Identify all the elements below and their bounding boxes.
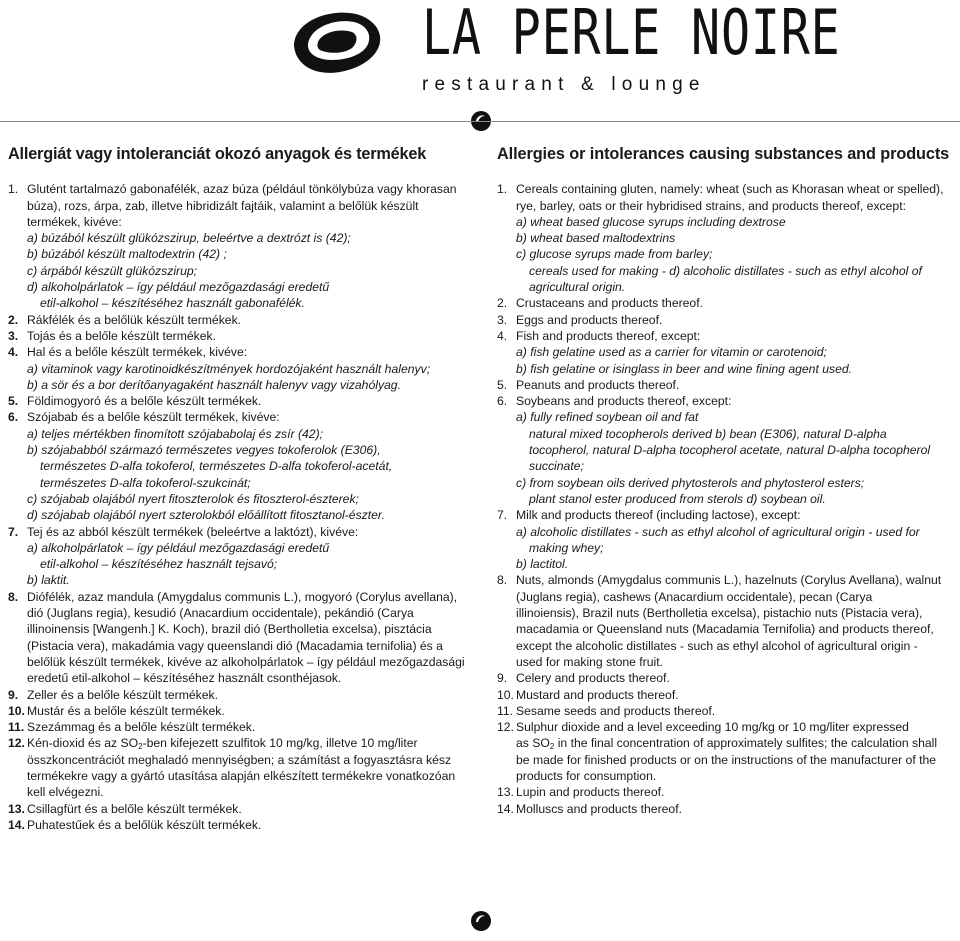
line-text: (Juglans regia), cashews (Anacardium occidentale), pecan (Carya — [516, 589, 873, 604]
list-item — [8, 687, 466, 703]
item-line — [516, 295, 957, 311]
item-line — [27, 556, 466, 572]
item-line — [27, 312, 466, 328]
item-line — [516, 475, 957, 491]
line-text: kell elvégezni. — [27, 785, 104, 800]
list-item — [8, 393, 466, 409]
item-line — [27, 279, 466, 295]
list-item — [497, 507, 957, 572]
item-line — [27, 589, 466, 605]
line-text: termékek, kivéve: — [27, 214, 122, 229]
item-line — [27, 801, 466, 817]
item-line — [27, 768, 466, 784]
item-line — [516, 198, 957, 214]
line-text: etil-alkohol – készítéséhez használt gabonafélék. — [40, 296, 305, 311]
list-item — [8, 703, 466, 719]
line-text: a) alkoholpárlatok – így például mezőgazdasági eredetű — [27, 540, 330, 555]
item-number: 9. — [8, 687, 19, 702]
pearl-logo-icon — [288, 6, 386, 78]
line-text: c) szójabab olajából nyert fitoszterolok és fitoszterol-észterek; — [27, 491, 359, 506]
item-line — [27, 752, 466, 768]
item-line — [516, 246, 957, 262]
item-line — [516, 687, 957, 703]
list-item — [497, 181, 957, 295]
item-line — [516, 752, 957, 768]
line-text: Nuts, almonds (Amygdalus communis L.), hazelnuts (Corylus Avellana), walnut — [516, 573, 942, 588]
list-item — [497, 393, 957, 507]
list-item — [497, 328, 957, 377]
item-line — [516, 540, 957, 556]
allergen-list-hungarian — [8, 181, 466, 833]
divider — [0, 121, 960, 122]
item-number: 12. — [497, 720, 514, 735]
line-text: b) a sör és a bor derítőanyagaként használt halenyv vagy vizahólyag. — [27, 377, 401, 392]
item-line — [27, 507, 466, 523]
item-number: 2. — [497, 296, 508, 311]
item-line — [516, 361, 957, 377]
logo — [270, 0, 841, 100]
line-text: Földimogyoró és a belőle készült termékek. — [27, 394, 262, 409]
item-line — [516, 263, 957, 279]
item-line — [27, 214, 466, 230]
item-line — [27, 263, 466, 279]
item-number: 14. — [497, 801, 514, 816]
item-line — [516, 279, 957, 295]
list-item — [497, 312, 957, 328]
item-number: 11. — [497, 703, 514, 718]
line-text: d) alkoholpárlatok – így például mezőgazdasági eredetű — [27, 280, 330, 295]
line-text: -ben kifejezett szulfitok 10 mg/kg, illetve 10 mg/liter — [142, 736, 418, 751]
item-line — [27, 784, 466, 800]
line-text: b) búzából készült maltodextrin (42) ; — [27, 247, 227, 262]
heading-hungarian: Allergiát vagy intoleranciát okozó anyagok és termékek — [8, 145, 427, 163]
item-line — [516, 230, 957, 246]
line-text: a) wheat based glucose syrups including dextrose — [516, 214, 786, 229]
line-text: Celery and products thereof. — [516, 671, 670, 686]
line-text: b) lactitol. — [516, 557, 569, 572]
pearl-icon — [470, 910, 492, 932]
item-number: 7. — [497, 508, 508, 523]
item-line — [27, 409, 466, 425]
item-line — [516, 377, 957, 393]
list-item — [8, 735, 466, 800]
line-text: Peanuts and products thereof. — [516, 377, 680, 392]
item-number: 10. — [8, 703, 25, 718]
item-line — [516, 181, 957, 197]
line-text: Szezámmag és a belőle készült termékek. — [27, 720, 256, 735]
heading-english: Allergies or intolerances causing substances and products — [497, 145, 950, 163]
item-line — [516, 524, 957, 540]
item-line — [27, 687, 466, 703]
line-text: Soybeans and products thereof, except: — [516, 394, 732, 409]
line-text: Hal és a belőle készült termékek, kivéve: — [27, 345, 248, 360]
list-item — [8, 344, 466, 393]
line-text: Zeller és a belőle készült termékek. — [27, 687, 219, 702]
item-line — [516, 589, 957, 605]
item-number: 13. — [497, 785, 514, 800]
item-line — [27, 246, 466, 262]
item-line — [27, 458, 466, 474]
line-text: illinoinensis [Wangenh.] K. Koch), brazil dió (Bertholletia excelsa), pisztácia — [27, 622, 432, 637]
item-line — [516, 426, 957, 442]
line-text: Sesame seeds and products thereof. — [516, 703, 716, 718]
line-text: rye, barley, oats or their hybridised strains, and products thereof, except: — [516, 198, 906, 213]
line-text: (Pistacia vera), makadámia vagy queenslandi dió (Macadamia ternifolia) és a — [27, 638, 443, 653]
line-text: Cereals containing gluten, namely: wheat (such as Khorasan wheat or spelled), — [516, 182, 944, 197]
line-text: Puhatestűek és a belőlük készült termékek. — [27, 817, 262, 832]
list-item — [8, 589, 466, 687]
item-line — [516, 344, 957, 360]
item-line — [27, 719, 466, 735]
line-text: in the final concentration of approximately sulfites; the calculation shall — [554, 736, 938, 751]
line-text: c) glucose syrups made from barley; — [516, 247, 713, 262]
line-text: eredetű etil-alkohol – készítéséhez használt csonthéjasok. — [27, 671, 342, 686]
item-line — [516, 458, 957, 474]
item-number: 5. — [8, 394, 19, 409]
line-text: Diófélék, azaz mandula (Amygdalus communis L.), mogyoró (Corylus avellana), — [27, 589, 458, 604]
subscript: 2 — [138, 742, 143, 752]
item-line — [516, 491, 957, 507]
item-number: 6. — [497, 394, 508, 409]
item-number: 8. — [8, 589, 19, 604]
item-line — [27, 572, 466, 588]
list-item — [497, 572, 957, 670]
item-line — [516, 312, 957, 328]
line-text: természetes D-alfa tokoferol, természetes D-alfa tokoferol-acetát, — [40, 459, 393, 474]
line-text: termékekre vagy a gyártó utasítása alapján elkészített termékekre vonatkozóan — [27, 768, 456, 783]
list-item — [8, 409, 466, 523]
list-item — [497, 703, 957, 719]
line-text: except the alcoholic distillates - such as ethyl alcohol of agricultural origin - — [516, 638, 918, 653]
line-text: b) fish gelatine or isinglass in beer and wine fining agent used. — [516, 361, 853, 376]
item-line — [516, 719, 957, 735]
line-text: a) vitaminok vagy karotinoidkészítmények hordozójaként használt halenyv; — [27, 361, 431, 376]
item-line — [27, 670, 466, 686]
item-line — [516, 393, 957, 409]
line-text: b) wheat based maltodextrins — [516, 231, 676, 246]
list-item — [8, 524, 466, 589]
line-text: making whey; — [529, 540, 604, 555]
item-line — [27, 426, 466, 442]
line-text: Lupin and products thereof. — [516, 785, 665, 800]
line-text: Sulphur dioxide and a level exceeding 10 mg/kg or 10 mg/liter expressed — [516, 720, 909, 735]
item-line — [27, 638, 466, 654]
item-line — [27, 540, 466, 556]
item-number: 12. — [8, 736, 25, 751]
list-item — [8, 801, 466, 817]
list-item — [8, 312, 466, 328]
line-text: used for making stone fruit. — [516, 654, 663, 669]
line-text: Tej és az abból készült termékek (beleértve a laktózt), kivéve: — [27, 524, 359, 539]
line-text: b) laktit. — [27, 573, 70, 588]
item-line — [516, 784, 957, 800]
item-number: 2. — [8, 312, 19, 327]
item-number: 5. — [497, 377, 508, 392]
item-number: 1. — [8, 182, 19, 197]
item-line — [516, 605, 957, 621]
line-text: Mustard and products thereof. — [516, 687, 679, 702]
line-text: c) from soybean oils derived phytosterols and phytosterol esters; — [516, 475, 865, 490]
line-text: Crustaceans and products thereof. — [516, 296, 703, 311]
item-line — [27, 442, 466, 458]
item-number: 13. — [8, 801, 25, 816]
line-text: Szójabab és a belőle készült termékek, kivéve: — [27, 410, 280, 425]
line-text: Kén-dioxid és az SO — [27, 736, 139, 751]
item-line — [27, 475, 466, 491]
list-item — [8, 181, 466, 311]
allergens-hungarian-column — [8, 146, 466, 833]
item-line — [27, 817, 466, 833]
item-number: 10. — [497, 687, 514, 702]
list-item — [497, 784, 957, 800]
line-text: products for consumption. — [516, 768, 657, 783]
line-text: a) búzából készült glükózszirup, beleértve a dextrózt is (42); — [27, 231, 351, 246]
list-item — [497, 719, 957, 784]
item-line — [27, 328, 466, 344]
item-line — [27, 524, 466, 540]
list-item — [497, 687, 957, 703]
line-text: b) szójababból származó természetes vegyes tokoferolok (E306), — [27, 443, 381, 458]
line-text: dió (Juglans regia), kesudió (Anacardium occidentale), pekándió (Carya — [27, 606, 414, 621]
line-text: macadamia or Queensland nuts (Macadamia Ternifolia) and products thereof, — [516, 622, 934, 637]
logo-subtitle: restaurant & lounge — [422, 74, 706, 95]
item-line — [516, 214, 957, 230]
list-item — [497, 377, 957, 393]
item-line — [27, 230, 466, 246]
item-number: 6. — [8, 410, 19, 425]
item-line — [27, 703, 466, 719]
line-text: a) fish gelatine used as a carrier for vitamin or carotenoid; — [516, 345, 827, 360]
line-text: belőlük készült termékek, kivéve az alkoholpárlatok – így például mezőgazdasági — [27, 654, 465, 669]
line-text: Fish and products thereof, except: — [516, 328, 701, 343]
item-number: 9. — [497, 671, 508, 686]
line-text: Milk and products thereof (including lactose), except: — [516, 508, 801, 523]
item-number: 4. — [497, 328, 508, 343]
list-item — [497, 801, 957, 817]
line-text: Rákfélék és a belőlük készült termékek. — [27, 312, 242, 327]
item-line — [516, 654, 957, 670]
list-item — [8, 817, 466, 833]
item-line — [27, 377, 466, 393]
line-text: Csillagfürt és a belőle készült termékek. — [27, 801, 242, 816]
item-line — [516, 507, 957, 523]
line-text: c) árpából készült glükózszirup; — [27, 263, 198, 278]
item-line — [516, 801, 957, 817]
line-text: Glutént tartalmazó gabonafélék, azaz búza (például tönkölybúza vagy khorasan — [27, 182, 457, 197]
logo-title: LA PERLE NOIRE — [422, 0, 841, 69]
line-text: cereals used for making - d) alcoholic distillates - such as ethyl alcohol of — [529, 263, 922, 278]
line-text: összkoncentrációt meghaladó mennyiségben; a számítást a fogyasztásra kész — [27, 752, 452, 767]
item-line — [27, 654, 466, 670]
item-line — [27, 393, 466, 409]
line-text: Tojás és a belőle készült termékek. — [27, 328, 216, 343]
item-number: 3. — [8, 328, 19, 343]
item-number: 1. — [497, 182, 508, 197]
item-line — [516, 703, 957, 719]
list-item — [497, 295, 957, 311]
item-line — [516, 735, 957, 751]
allergens-english-column — [497, 146, 957, 817]
line-text: Molluscs and products thereof. — [516, 801, 682, 816]
list-item — [8, 719, 466, 735]
item-line — [516, 328, 957, 344]
item-line — [516, 572, 957, 588]
item-line — [516, 670, 957, 686]
line-text: be made for finished products or on the instructions of the manufacturer of the — [516, 752, 937, 767]
item-number: 3. — [497, 312, 508, 327]
item-line — [27, 605, 466, 621]
item-line — [27, 491, 466, 507]
line-text: Mustár és a belőle készült termékek. — [27, 703, 225, 718]
line-text: as SO — [516, 736, 550, 751]
item-number: 4. — [8, 345, 19, 360]
line-text: a) fully refined soybean oil and fat — [516, 410, 699, 425]
line-text: d) szójabab olajából nyert szterolokból előállított fitosztanol-észter. — [27, 508, 385, 523]
list-item — [8, 328, 466, 344]
list-item — [497, 670, 957, 686]
subscript: 2 — [549, 742, 555, 752]
item-line — [27, 361, 466, 377]
line-text: illinoiensis), Brazil nuts (Bertholletia excelsa), pistachio nuts (Pistacia vera), — [516, 606, 923, 621]
item-line — [516, 621, 957, 637]
item-line — [516, 768, 957, 784]
line-text: a) alcoholic distillates - such as ethyl alcohol of agricultural origin - used for — [516, 524, 920, 539]
item-number: 14. — [8, 817, 25, 832]
line-text: Eggs and products thereof. — [516, 312, 663, 327]
item-line — [516, 409, 957, 425]
line-text: búza), rozs, árpa, zab, illetve hibridizált fajtáik, valamint a belőlük készült — [27, 198, 419, 213]
line-text: agricultural origin. — [529, 280, 626, 295]
item-line — [27, 621, 466, 637]
item-line — [27, 295, 466, 311]
item-line — [516, 556, 957, 572]
item-line — [27, 181, 466, 197]
item-line — [27, 735, 466, 751]
line-text: succinate; — [529, 459, 584, 474]
item-number: 7. — [8, 524, 19, 539]
item-line — [516, 638, 957, 654]
item-number: 8. — [497, 573, 508, 588]
line-text: a) teljes mértékben finomított szójababolaj és zsír (42); — [27, 426, 324, 441]
line-text: etil-alkohol – készítéséhez használt tejsavó; — [40, 557, 278, 572]
line-text: tocopherol, natural D-alpha tocopherol acetate, natural D-alpha tocopherol — [529, 443, 931, 458]
line-text: plant stanol ester produced from sterols d) soybean oil. — [529, 491, 826, 506]
item-line — [27, 344, 466, 360]
line-text: natural mixed tocopherols derived b) bean (E306), natural D-alpha — [529, 426, 887, 441]
item-line — [516, 442, 957, 458]
item-line — [27, 198, 466, 214]
item-number: 11. — [8, 720, 25, 735]
allergen-list-english — [497, 181, 957, 817]
line-text: természetes D-alfa tokoferol-szukcinát; — [40, 475, 251, 490]
